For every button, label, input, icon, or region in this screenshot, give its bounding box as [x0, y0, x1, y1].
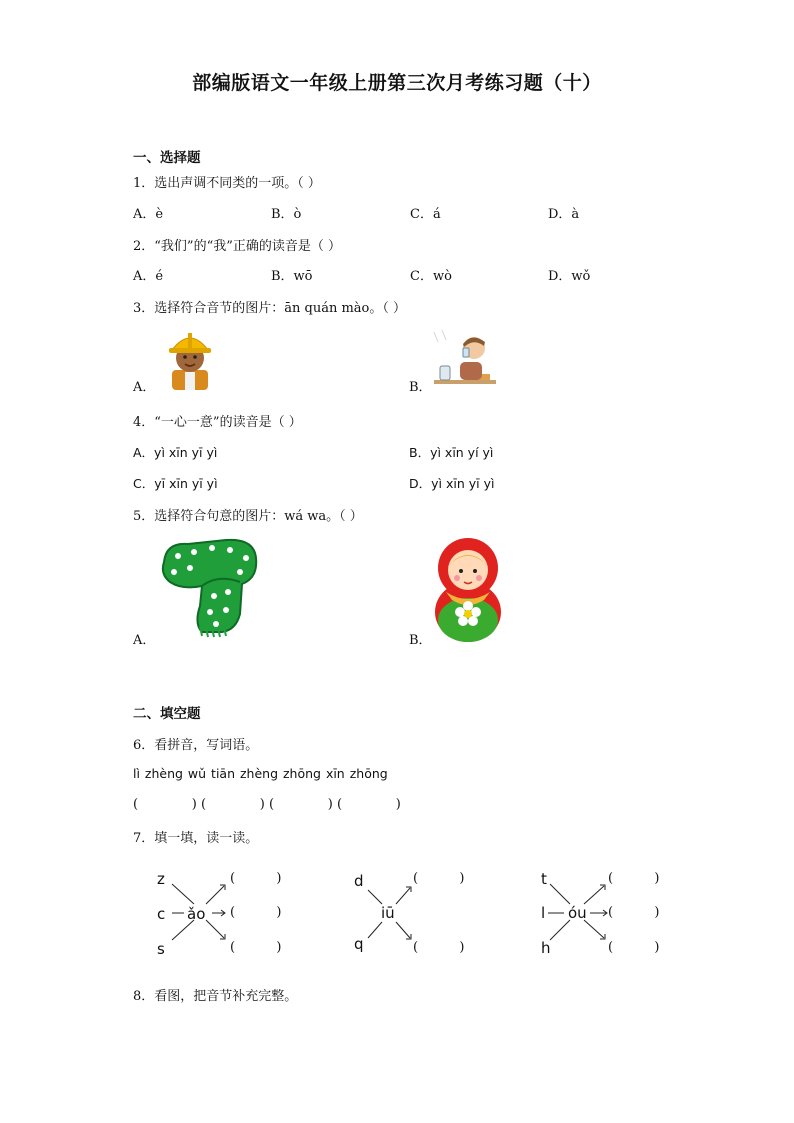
q2-option-d[interactable]: D．wǒ: [548, 269, 591, 284]
hardhat-worker-icon[interactable]: [160, 328, 220, 390]
q7-g3-initial-l: l: [541, 904, 546, 922]
q4-option-a[interactable]: A．yì xīn yī yì: [133, 445, 218, 460]
q7-g1-initial-c: c: [157, 905, 166, 923]
q1-option-b[interactable]: B．ò: [271, 207, 302, 222]
q1-option-c[interactable]: C．á: [410, 207, 441, 222]
section-heading-choice: 一、选择题: [133, 150, 201, 166]
q2-option-c[interactable]: C．wò: [410, 269, 452, 284]
q7-g3-initial-t: t: [541, 870, 547, 888]
q2-option-b[interactable]: B．wō: [271, 269, 313, 284]
q7-g1-blank-3[interactable]: ( ): [230, 940, 282, 955]
q7-g3-blank-3[interactable]: ( ): [608, 940, 660, 955]
q1-option-d[interactable]: D．à: [548, 207, 580, 222]
q7-g2-initial-q: q: [354, 935, 364, 953]
q7-g3-blank-1[interactable]: ( ): [608, 871, 660, 886]
person-drinking-icon[interactable]: [432, 328, 496, 388]
q2-option-a[interactable]: A．é: [133, 269, 164, 284]
question-5: 5．选择符合句意的图片：wá wa。（ ）: [133, 509, 363, 524]
question-1: 1．选出声调不同类的一项。（ ）: [133, 176, 321, 191]
q7-g3-blank-2[interactable]: ( ): [608, 905, 660, 920]
question-3: 3．选择符合音节的图片：ān quán mào。（ ）: [133, 301, 407, 316]
page-title: 部编版语文一年级上册第三次月考练习题（十）: [192, 72, 602, 94]
question-4: 4．“一心一意”的读音是（ ）: [133, 415, 302, 430]
q3-option-b[interactable]: B．: [409, 380, 432, 395]
q1-option-a[interactable]: A．è: [133, 207, 164, 222]
q7-g1-blank-2[interactable]: ( ): [230, 905, 282, 920]
nesting-doll-icon[interactable]: [432, 536, 504, 644]
q7-g1-initial-s: s: [157, 940, 165, 958]
q7-g1-initial-z: z: [157, 870, 165, 888]
question-2: 2．“我们”的“我”正确的读音是（ ）: [133, 239, 341, 254]
section-heading-fill: 二、填空题: [133, 706, 201, 722]
q4-option-c[interactable]: C．yī xīn yī yì: [133, 476, 218, 491]
question-7: 7．填一填，读一读。: [133, 831, 259, 846]
q7-g2-blank-1[interactable]: ( ): [413, 871, 465, 886]
q4-option-b[interactable]: B．yì xīn yí yì: [409, 445, 494, 460]
q7-g1-blank-1[interactable]: ( ): [230, 871, 282, 886]
question-6: 6．看拼音，写词语。: [133, 738, 259, 753]
q6-answer-blanks[interactable]: ( ) ( ) ( ) ( ): [133, 797, 401, 812]
scarf-icon[interactable]: [156, 534, 260, 638]
q5-option-a[interactable]: A．: [133, 633, 156, 648]
q7-g3-final: óu: [568, 904, 587, 922]
q6-pinyin-row: lì zhèng wǔ tiān zhèng zhōng xīn zhōng: [133, 766, 388, 781]
q7-g3-initial-h: h: [541, 939, 551, 957]
q3-option-a[interactable]: A．: [133, 380, 156, 395]
question-8: 8．看图，把音节补充完整。: [133, 989, 298, 1004]
q7-g2-initial-d: d: [354, 872, 364, 890]
q5-option-b[interactable]: B．: [409, 633, 432, 648]
q4-option-d[interactable]: D．yì xīn yī yì: [409, 476, 495, 491]
q7-g2-final: iū: [381, 904, 395, 922]
q7-g2-blank-2[interactable]: ( ): [413, 940, 465, 955]
q7-g1-final: ǎo: [187, 905, 206, 923]
